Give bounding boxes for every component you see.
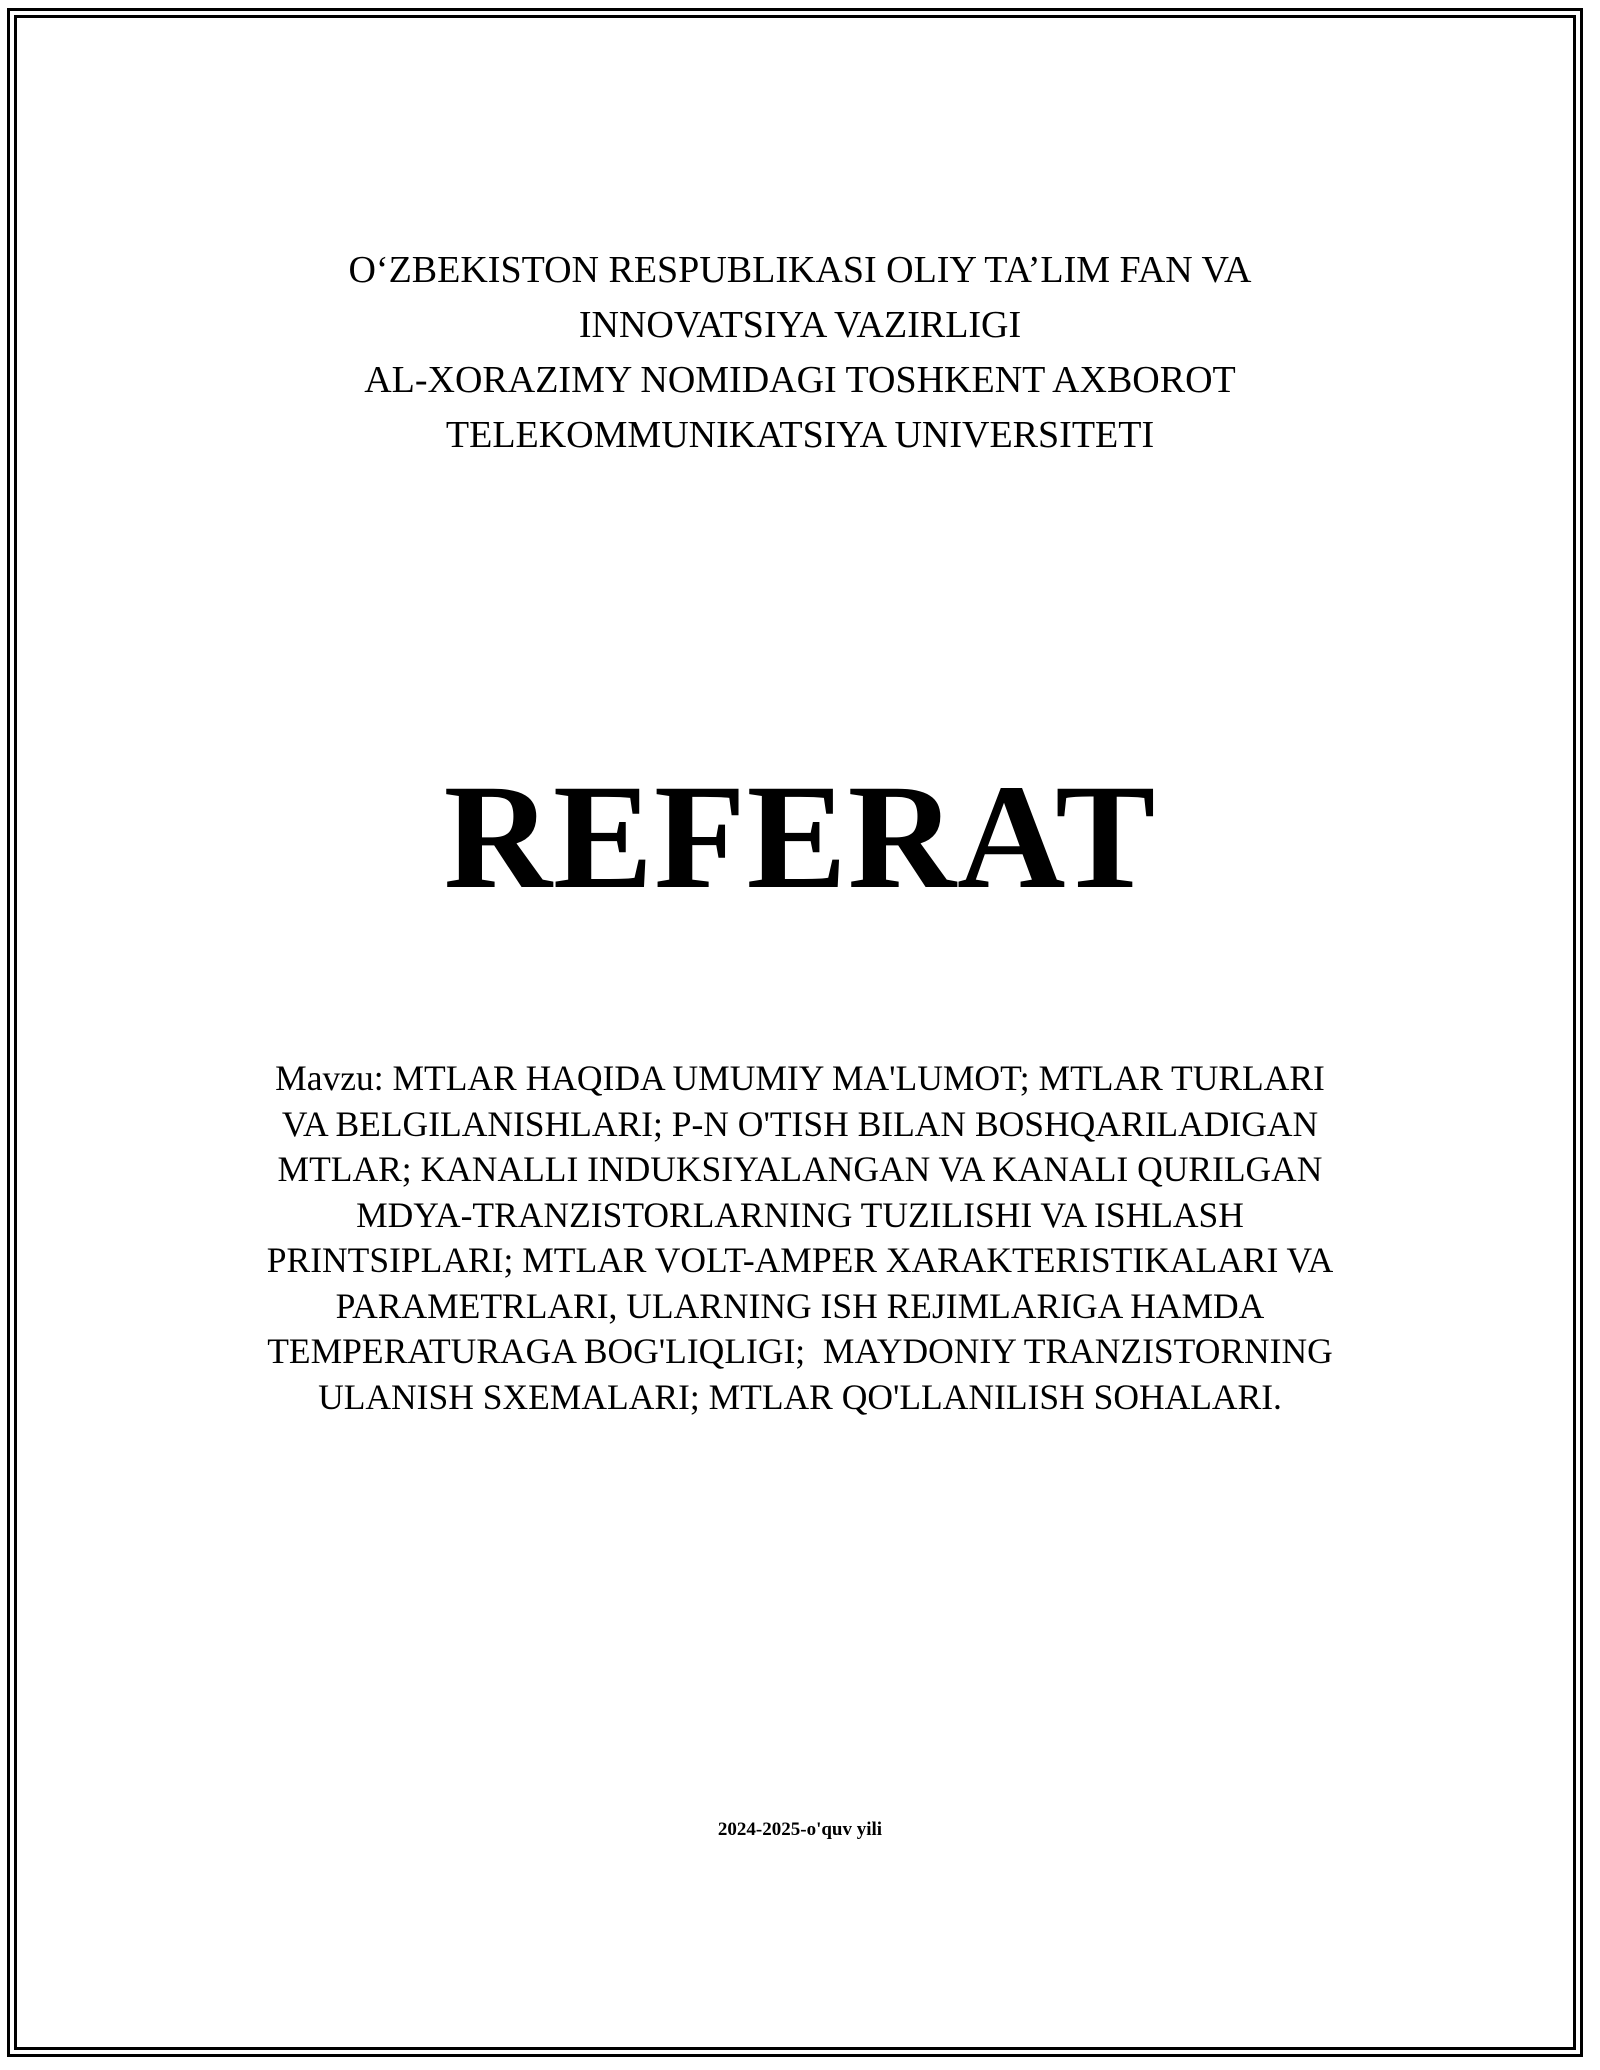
header-line: TELEKOMMUNIKATSIYA UNIVERSITETI [445, 414, 1155, 456]
topic-line: MTLAR; KANALLI INDUKSIYALANGAN VA KANALI QURILGAN [277, 1149, 1323, 1189]
document-title: REFERAT [443, 754, 1157, 920]
topic-block [200, 1056, 1400, 1420]
topic-line: Mavzu: MTLAR HAQIDA UMUMIY MA'LUMOT; MTLAR TURLARI [275, 1058, 1325, 1098]
topic-line: VA BELGILANISHLARI; P-N O'TISH BILAN BOSHQARILADIGAN [281, 1103, 1319, 1144]
topic-line: MDYA-TRANZISTORLARNING TUZILISHI VA ISHLASH [356, 1194, 1244, 1235]
topic-line: PRINTSIPLARI; MTLAR VOLT-AMPER XARAKTERISTIKALARI VA [266, 1240, 1334, 1280]
header-line: AL-XORAZIMY NOMIDAGI TOSHKENT AXBOROT [364, 359, 1236, 401]
institution-header [200, 243, 1400, 463]
topic-line: ULANISH SXEMALARI; MTLAR QO'LLANILISH SOHALARI. [318, 1376, 1282, 1417]
academic-year: 2024-2025-o'quv yili [717, 1819, 883, 1840]
topic-line: PARAMETRLARI, ULARNING ISH REJIMLARIGA HAMDA [335, 1285, 1265, 1326]
header-line: O‘ZBEKISTON RESPUBLIKASI OLIY TA’LIM FAN VA [348, 249, 1252, 291]
header-line: INNOVATSIYA VAZIRLIGI [578, 304, 1022, 346]
topic-line: TEMPERATURAGA BOG'LIQLIGI; MAYDONIY TRANZISTORNING [267, 1331, 1333, 1371]
